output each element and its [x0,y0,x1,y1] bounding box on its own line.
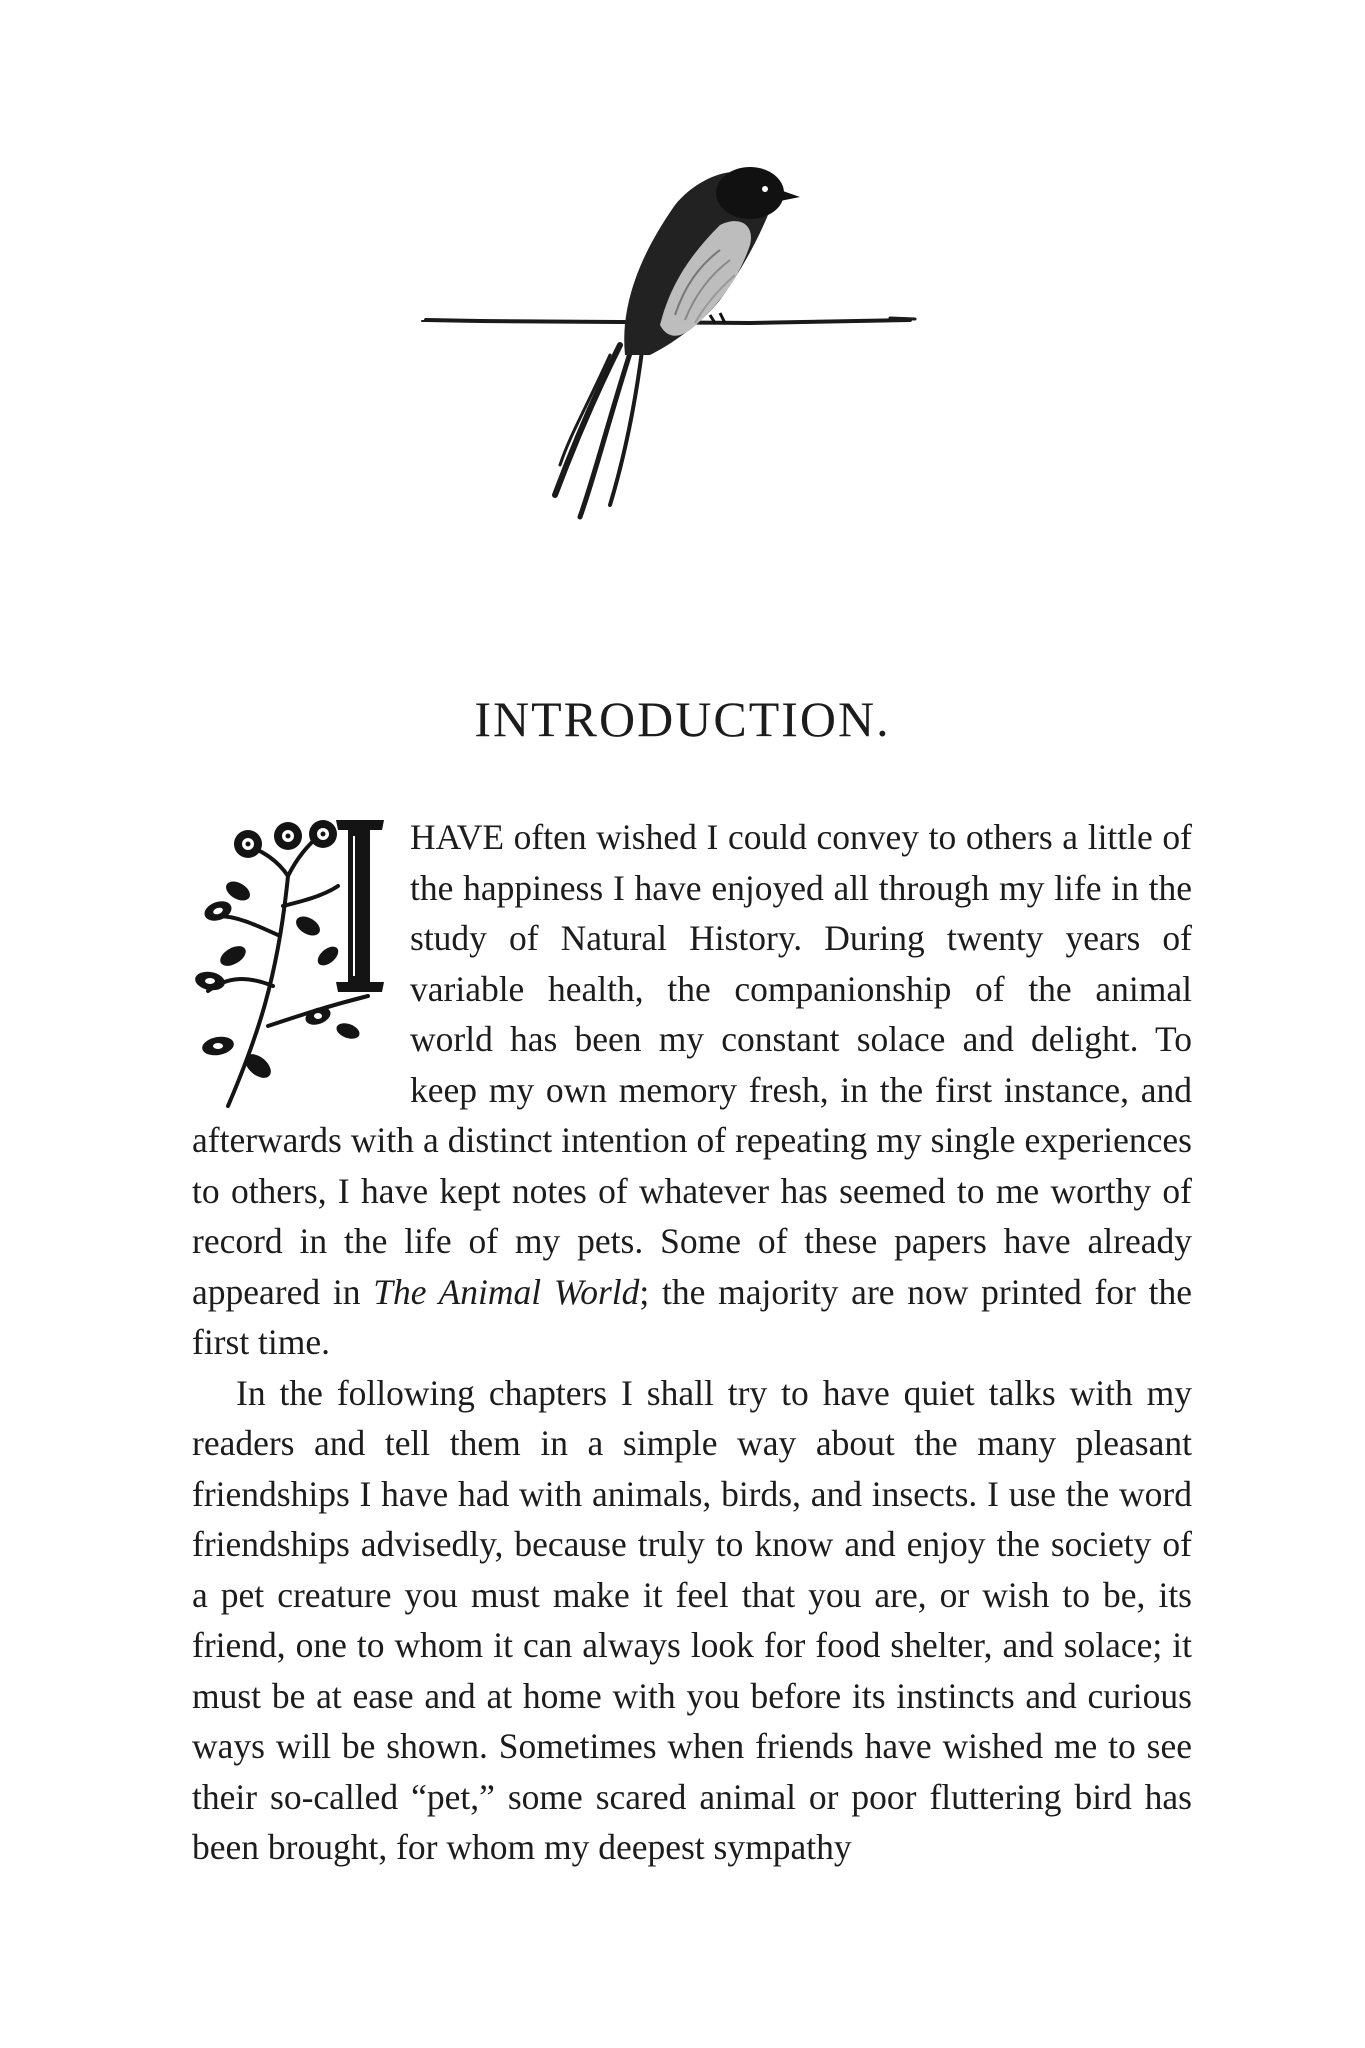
paragraph-1-end: ; the majority are now printed for the first time. [192,1271,1192,1362]
page-title: INTRODUCTION. [474,691,891,747]
body-text [192,812,1192,1873]
floral-drop-cap-illustration [188,816,400,1112]
paragraph-2: In the following chapters I shall try to have quiet talks with my readers and tell them in a simple way about the many pleasant friendships I have had with animals, birds, and insects. I use the word friendships advisedly, because truly to know and enjoy the society of a pet creature you must make it feel that you are, or wish to be, its friend, one to whom it can always look for food shelter, and solace; it must be at ease and at home with you before its instincts and curious ways will be shown. Sometimes when friends have wished me to see their so-called “pet,” some scared animal or poor fluttering bird has been brought, for whom my deepest sympathy [192,1372,1192,1867]
swallow-on-wire-illustration [420,155,940,535]
paragraph-1-start: HAVE often wished I could convey to others a little of the happiness I have enjoyed all through my life in the study of Natural History. During twenty years of variable health, the companionship of the animal world has been my constant solace and delight. To keep my own memory fresh, in the first instance, and afterwards with a distinct intention of repeating my single experiences to others, I have kept notes of whatever has seemed to me worthy of record in the life of my pets. Some of these papers have already appeared in [192,817,1192,1312]
publication-title: The Animal World [373,1271,640,1312]
